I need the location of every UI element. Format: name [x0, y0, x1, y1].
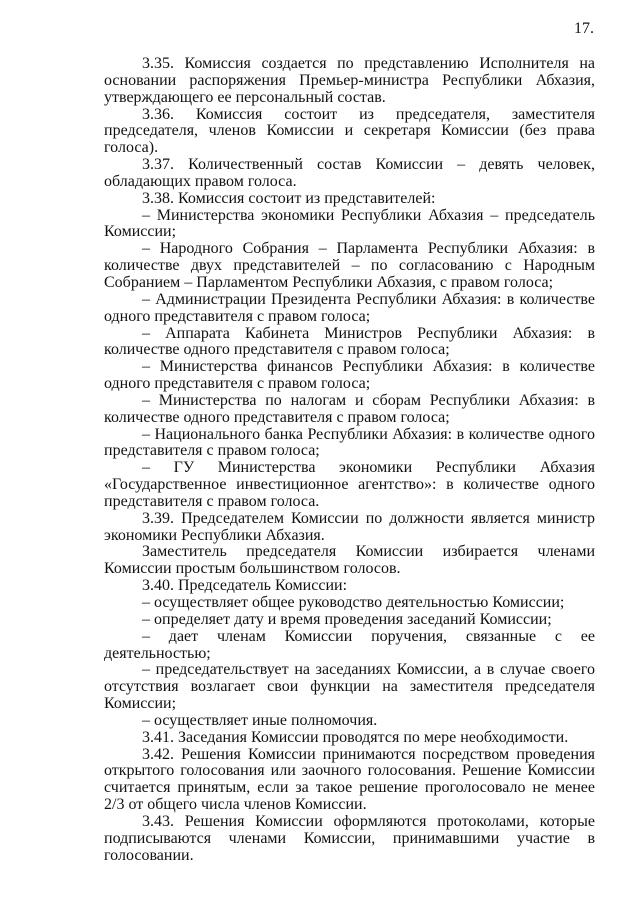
page-number: 17.: [574, 20, 594, 37]
paragraph: 3.38. Комиссия состоит из представителей:: [142, 189, 436, 207]
paragraph: – определяет дату и время проведения заседаний Комиссии;: [142, 610, 552, 628]
paragraph: 3.35. Комиссия создается по представлению Исполнителя на основании распоряжения Премьер-министра Республики Абхазия, утверждающего ее персональный состав.: [104, 55, 595, 106]
paragraph: 3.36. Комиссия состоит из председателя, заместителя председателя, членов Комиссии и секретаря Комиссии (без права голоса).: [104, 105, 595, 157]
paragraph: 3.39. Председателем Комиссии по должности является министр экономики Республики Абхазия.: [104, 509, 595, 544]
paragraph: 3.42. Решения Комиссии принимаются посредством проведения открытого голосования или заочного голосования. Решение Комиссии считается принятым, если за такое решение проголосовало не менее 2/3 от общего числа членов Комиссии.: [104, 745, 595, 814]
paragraph: – Министерства экономики Республики Абхазия – председатель Комиссии;: [104, 206, 595, 241]
paragraph: – Администрации Президента Республики Абхазия: в количестве одного представителя с правом голоса;: [104, 290, 595, 325]
paragraph: 3.40. Председатель Комиссии:: [142, 577, 348, 595]
paragraph: – ГУ Министерства экономики Республики Абхазия «Государственное инвестиционное агентство»: в количестве одного представителя с правом голоса.: [104, 459, 595, 510]
paragraph: – Министерства финансов Республики Абхазия: в количестве одного представителя с правом голоса;: [104, 358, 595, 393]
paragraph: – Министерства по налогам и сборам Республики Абхазия: в количестве одного представителя с правом голоса;: [104, 391, 595, 426]
paragraph: 3.37. Количественный состав Комиссии – девять человек, обладающих правом голоса.: [104, 156, 595, 190]
paragraph: – осуществляет общее руководство деятельностью Комиссии;: [142, 594, 565, 611]
document-body: [104, 56, 595, 865]
paragraph: – председательствует на заседаниях Комиссии, а в случае своего отсутствия возлагает свои функции на заместителя председателя Комиссии;: [104, 661, 595, 713]
paragraph: – осуществляет иные полномочия.: [142, 711, 378, 729]
paragraph: Заместитель председателя Комиссии избирается членами Комиссии простым большинством голосов.: [104, 543, 595, 578]
paragraph: – Аппарата Кабинета Министров Республики Абхазия: в количестве одного представителя с правом голоса;: [104, 324, 595, 359]
paragraph: – дает членам Комиссии поручения, связанные с ее деятельностью;: [104, 627, 595, 662]
paragraph: – Национального банка Республики Абхазия: в количестве одного представителя с правом голоса;: [104, 425, 595, 460]
paragraph: – Народного Собрания – Парламента Республики Абхазия: в количестве двух представителей – по согласованию с Народным Собранием – Парламентом Республики Абхазия, с правом голоса;: [104, 240, 595, 291]
paragraph: 3.41. Заседания Комиссии проводятся по мере необходимости.: [142, 728, 569, 746]
paragraph: 3.43. Решения Комиссии оформляются протоколами, которые подписываются членами Комиссии, принимавшими участие в голосовании.: [104, 812, 595, 864]
